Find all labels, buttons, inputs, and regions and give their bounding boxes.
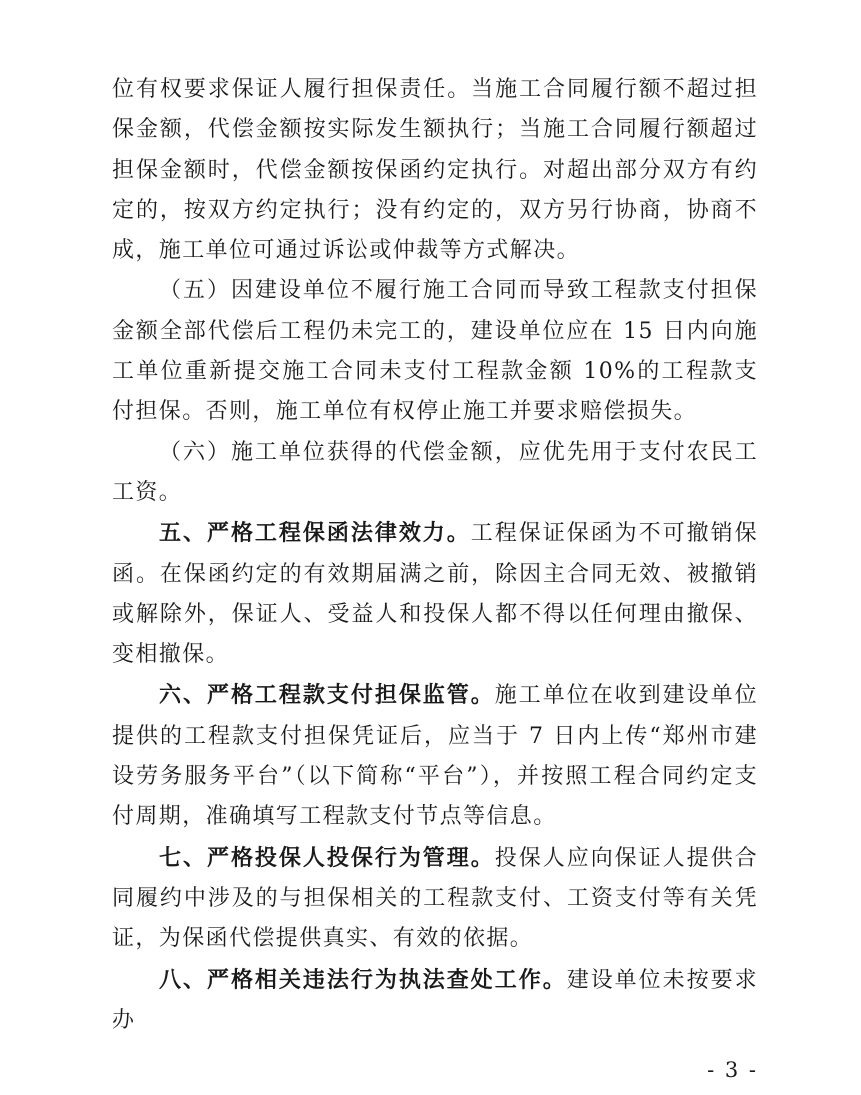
document-body [112,70,758,1041]
section-heading: 八、严格相关违法行为执法查处工作。 [159,966,567,993]
clause-6 [112,433,758,514]
paragraph-text: （五）因建设单位不履行施工合同而导致工程款支付担保金额全部代偿后工程仍未完工的，建设单位应在 15 日内向施工单位重新提交施工合同未支付工程款金额 10%的工程款支付担保。否则，施工单位有权停止施工并要求赔偿损失。 [112,278,758,425]
paragraph-text: 工程保证保函为不可撤销保函。在保函约定的有效期届满之前，除因主合同无效、被撤销或解除外，保证人、受益人和投保人都不得以任何理由撤保、变相撤保。 [112,521,758,668]
section-6 [112,675,758,837]
section-7 [112,838,758,960]
paragraph-text: （六）施工单位获得的代偿金额，应优先用于支付农民工工资。 [112,439,758,505]
section-8 [112,960,758,1042]
paragraph-text: 施工单位在收到建设单位提供的工程款支付担保凭证后，应当于 7 日内上传“郑州市建设劳务服务平台”（以下简称“平台”），并按照工程合同约定支付周期，准确填写工程款支付节点等信息。 [112,683,758,830]
paragraph-text: 位有权要求保证人履行担保责任。当施工合同履行额不超过担保金额，代偿金额按实际发生额执行；当施工合同履行额超过担保金额时，代偿金额按保函约定执行。对超出部分双方有约定的，按双方约定执行；没有约定的，双方另行协商，协商不成，施工单位可通过诉讼或仲裁等方式解决。 [112,77,758,264]
section-heading: 六、严格工程款支付担保监管。 [159,682,495,709]
section-5 [112,513,758,675]
paragraph-text: 建设单位未按要求办 [112,967,758,1033]
section-heading: 七、严格投保人投保行为管理。 [159,844,495,871]
page-number: - 3 - [707,1058,758,1082]
paragraph-continuation [112,70,758,271]
clause-5 [112,271,758,432]
paragraph-text: 投保人应向保证人提供合同履约中涉及的与担保相关的工程款支付、工资支付等有关凭证，为保函代偿提供真实、有效的依据。 [112,845,758,952]
section-heading: 五、严格工程保函法律效力。 [159,520,471,547]
